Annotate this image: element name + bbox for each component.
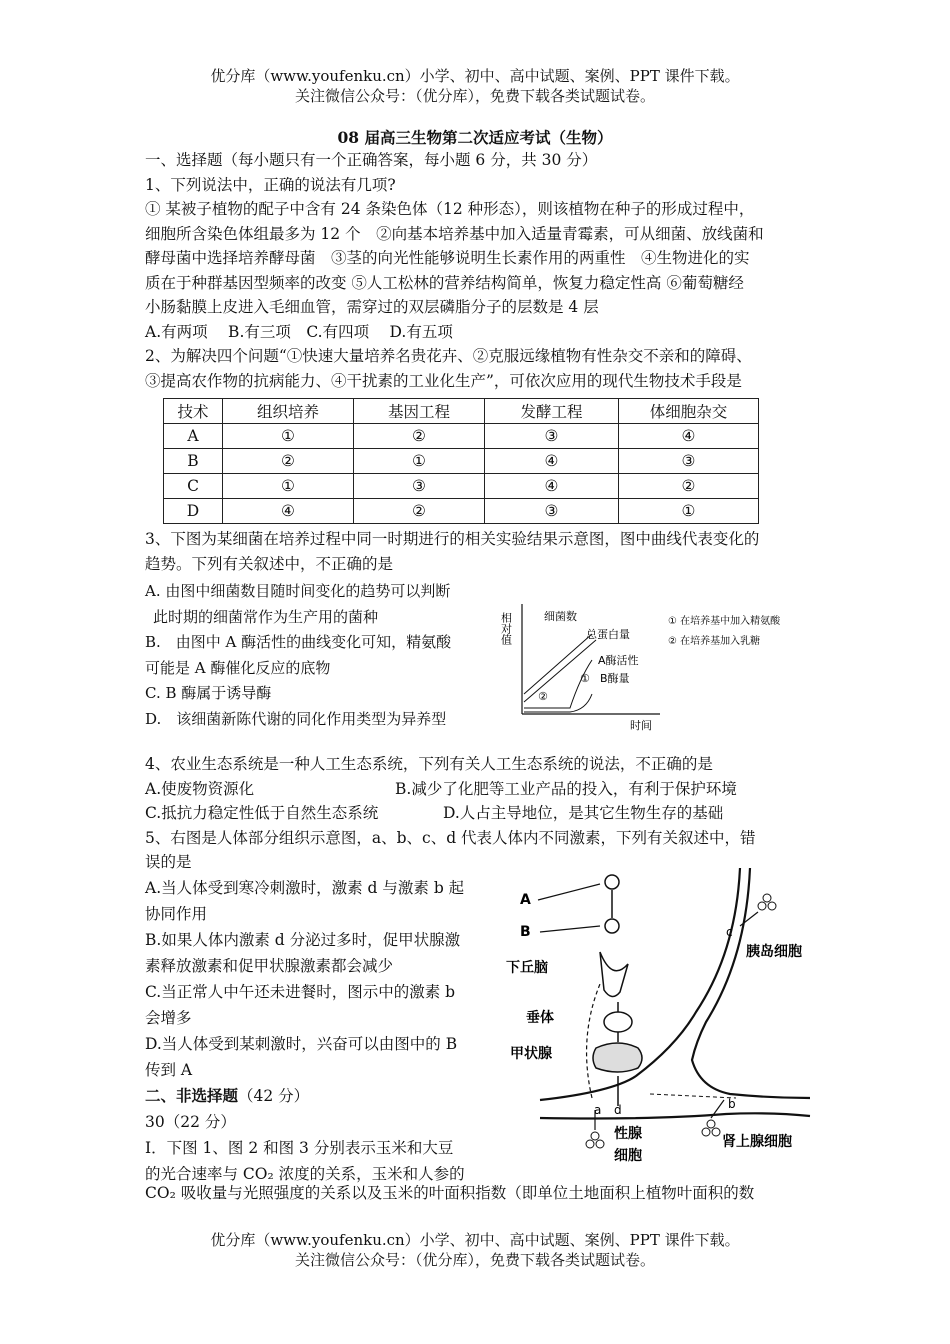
- section-1-heading: 一、选择题（每小题只有一个正确答案，每小题 6 分，共 30 分）: [145, 151, 598, 169]
- thyroid-shape: [593, 1043, 642, 1072]
- x-axis-label: 时间: [630, 719, 652, 732]
- table-cell: ③: [485, 499, 619, 524]
- q5-options: [145, 875, 500, 1187]
- page-title: 08 届高三生物第二次适应考试（生物）: [337, 128, 613, 147]
- q30-continuation: [145, 1181, 810, 1206]
- label-pituitary: 垂体: [526, 1010, 554, 1026]
- table-cell: ②: [619, 474, 759, 499]
- q5-line-2: 误的是: [145, 853, 192, 871]
- table-cell: ④: [485, 449, 619, 474]
- q4-options-row-1: [145, 777, 810, 802]
- section-2-heading: [145, 1083, 500, 1109]
- label-hypothalamus: 下丘脑: [506, 960, 548, 976]
- pituitary-shape: [604, 1012, 632, 1032]
- q30-number: 30（22 分）: [145, 1113, 236, 1131]
- q4-option-c: C.抵抗力稳定性低于自然生态系统: [145, 804, 379, 822]
- header-line-1: 优分库（www.youfenku.cn）小学、初中、高中试题、案例、PPT 课件下载。: [210, 67, 740, 85]
- label-hormone-d: d: [614, 1103, 622, 1117]
- table-cell: ④: [619, 424, 759, 449]
- q30-line-3: CO₂ 吸收量与光照强度的关系以及玉米的叶面积指数（即单位土地面积上植物叶面积的数: [145, 1184, 755, 1202]
- feedback-arrow: [587, 984, 600, 1098]
- footer-line-1: 优分库（www.youfenku.cn）小学、初中、高中试题、案例、PPT 课件下载。: [210, 1231, 740, 1249]
- hormone-arrow: [740, 912, 758, 926]
- curve-label: 总蛋白量: [586, 628, 630, 641]
- q1-line-4: 质在于种群基因型频率的改变 ⑤人工松林的营养结构简单，恢复力稳定性高 ⑥葡萄糖经: [145, 273, 744, 292]
- q4-option-b: B.减少了化肥等工业产品的投入，有利于保护环境: [395, 779, 737, 798]
- curve-label: A酶活性: [598, 654, 639, 667]
- header-line-2: 关注微信公众号：（优分库），免费下载各类试题试卷。: [294, 87, 655, 105]
- pointer-a: [538, 884, 600, 900]
- neuron-a-icon: [605, 875, 619, 889]
- q5-line-1: 5、右图是人体部分组织示意图，a、b、c、d 代表人体内不同激素，下列有关叙述中，错: [145, 828, 756, 847]
- adrenal-cell-icon: [707, 1120, 715, 1128]
- q3-line-2: 趋势。下列有关叙述中，不正确的是: [145, 554, 394, 573]
- gonad-cell-icon: [596, 1140, 604, 1148]
- hormone-flow-line: [650, 1094, 736, 1098]
- q4-options-row-2: [145, 801, 810, 826]
- islet-cell-icon: [763, 894, 771, 902]
- table-cell: ②: [354, 424, 485, 449]
- q5-option-c-2: 会增多: [145, 1009, 192, 1027]
- q30-line-2: 的光合速率与 CO₂ 浓度的关系，玉米和人参的: [145, 1165, 465, 1183]
- q2-line-2: ③提高农作物的抗病能力、④干扰素的工业化生产”，可依次应用的现代生物技术手段是: [145, 371, 742, 390]
- label-hormone-a: a: [594, 1103, 602, 1117]
- q2-line-1: 2、为解决四个问题“①快速大量培养名贵花卉、②克服远缘植物有性杂交不亲和的障碍、: [145, 347, 752, 365]
- label-gonad-cells: 细胞: [614, 1148, 642, 1164]
- enzyme-b-curve: [524, 694, 592, 712]
- technology-table: [163, 398, 759, 524]
- table-cell: A: [164, 424, 223, 449]
- table-cell: ④: [223, 499, 354, 524]
- q4-option-a: A.使废物资源化: [145, 779, 255, 798]
- table-row: [164, 474, 759, 499]
- y-axis-label: 相对值: [500, 612, 513, 645]
- table-header-cell: 体细胞杂交: [619, 399, 759, 424]
- q1-stem: 1、下列说法中，正确的说法有几项?: [145, 175, 396, 194]
- table-cell: ①: [354, 449, 485, 474]
- bacteria-culture-figure: [500, 596, 840, 736]
- question-block-1: [145, 148, 810, 393]
- vessel-wall-inner: [692, 868, 810, 1098]
- q3-option-b-2: 可能是 A 酶催化反应的底物: [145, 658, 331, 677]
- q3-option-c: C. B 酶属于诱导酶: [145, 684, 272, 702]
- adrenal-cell-icon: [712, 1128, 720, 1136]
- hypothalamus-shape: [600, 952, 628, 997]
- table-cell: B: [164, 449, 223, 474]
- q3-option-a-1: A. 由图中细菌数目随时间变化的趋势可以判断: [145, 582, 451, 600]
- label-hormone-b: b: [728, 1097, 736, 1111]
- label-hormone-c: c: [726, 925, 733, 939]
- footer-line-2: 关注微信公众号：（优分库），免费下载各类试题试卷。: [294, 1251, 655, 1269]
- table-row: [164, 499, 759, 524]
- q3-options: [145, 579, 495, 732]
- q1-options: A.有两项 B.有三项 C.有四项 D.有五项: [145, 322, 453, 341]
- islet-cell-icon: [768, 902, 776, 910]
- section-2-points: （42 分）: [238, 1087, 310, 1105]
- label-thyroid: 甲状腺: [510, 1046, 552, 1062]
- q1-line-3: 酵母菌中选择培养酵母菌 ③茎的向光性能够说明生长素作用的两重性 ④生物进化的实: [145, 249, 750, 267]
- curve-mark: ②: [538, 690, 548, 703]
- q5-option-d-2: 传到 A: [145, 1061, 193, 1079]
- table-cell: C: [164, 474, 223, 499]
- adrenal-cell-icon: [702, 1128, 710, 1136]
- curve-label: B酶量: [600, 672, 630, 685]
- gonad-cell-icon: [591, 1132, 599, 1140]
- table-header-cell: 基因工程: [354, 399, 485, 424]
- gonad-cell-icon: [586, 1140, 594, 1148]
- figure-legend: ① 在培养基中加入精氨酸: [668, 616, 781, 627]
- q4-stem: 4、农业生态系统是一种人工生态系统，下列有关人工生态系统的说法，不正确的是: [145, 755, 713, 773]
- q5-option-a-1: A.当人体受到寒冷刺激时，激素 d 与激素 b 起: [145, 879, 465, 897]
- table-cell: ①: [223, 474, 354, 499]
- vessel-wall-lower: [540, 1113, 810, 1118]
- table-row: [164, 449, 759, 474]
- q3-stem: [145, 527, 810, 576]
- table-cell: ②: [223, 449, 354, 474]
- label-adrenal-cells: 肾上腺细胞: [722, 1134, 792, 1150]
- q1-line-1: ① 某被子植物的配子中含有 24 条染色体（12 种形态），则该植物在种子的形成过程中，: [145, 200, 755, 218]
- curve-label: 细菌数: [544, 610, 577, 623]
- table-cell: ②: [354, 499, 485, 524]
- q5-option-a-2: 协同作用: [145, 905, 208, 923]
- q5-option-c-1: C.当正常人中午还未进餐时，图示中的激素 b: [145, 983, 456, 1001]
- q3-line-1: 3、下图为某细菌在培养过程中同一时期进行的相关实验结果示意图，图中曲线代表变化的: [145, 530, 760, 548]
- label-gonad: 性腺: [614, 1126, 642, 1142]
- table-cell: D: [164, 499, 223, 524]
- label-b: B: [520, 924, 531, 940]
- q3-option-b-1: B. 由图中 A 酶活性的曲线变化可知，精氨酸: [145, 633, 452, 651]
- table-header-cell: 技术: [164, 399, 223, 424]
- endocrine-figure: [500, 862, 820, 1172]
- q30-line-1: Ⅰ．下图 1、图 2 和图 3 分别表示玉米和大豆: [145, 1139, 454, 1157]
- q3-option-a-2: 此时期的细菌常作为生产用的菌种: [153, 607, 379, 626]
- table-cell: ④: [485, 474, 619, 499]
- q1-line-2: 细胞所含染色体组最多为 12 个 ②向基本培养基中加入适量青霉素，可从细菌、放线菌和: [145, 224, 764, 243]
- q4-option-d: D.人占主导地位，是其它生物生存的基础: [443, 804, 724, 822]
- table-cell: ③: [354, 474, 485, 499]
- pointer-b: [540, 926, 600, 932]
- figure-legend: ② 在培养基加入乳糖: [668, 636, 761, 647]
- curve-mark: ①: [580, 672, 590, 685]
- bacteria-count-curve: [524, 634, 592, 694]
- neuron-b-icon: [605, 919, 619, 933]
- table-cell: ①: [619, 499, 759, 524]
- table-cell: ③: [619, 449, 759, 474]
- table-cell: ③: [485, 424, 619, 449]
- q5-option-b-1: B.如果人体内激素 d 分泌过多时，促甲状腺激: [145, 931, 461, 949]
- q1-line-5: 小肠黏膜上皮进入毛细血管，需穿过的双层磷脂分子的层数是 4 层: [145, 298, 599, 316]
- table-header-row: [164, 399, 759, 424]
- label-islet-cells: 胰岛细胞: [746, 944, 802, 960]
- q3-option-d: D. 该细菌新陈代谢的同化作用类型为异养型: [145, 709, 447, 728]
- q5-option-b-2: 素释放激素和促甲状腺激素都会减少: [145, 957, 394, 975]
- table-header-cell: 发酵工程: [485, 399, 619, 424]
- table-cell: ①: [223, 424, 354, 449]
- section-2-title: 二、非选择题: [145, 1086, 239, 1105]
- table-row: [164, 424, 759, 449]
- islet-cell-icon: [758, 902, 766, 910]
- q4-block: [145, 752, 810, 875]
- table-header-cell: 组织培养: [223, 399, 354, 424]
- q5-option-d-1: D.当人体受到某刺激时，兴奋可以由图中的 B: [145, 1035, 458, 1053]
- label-a: A: [520, 892, 531, 908]
